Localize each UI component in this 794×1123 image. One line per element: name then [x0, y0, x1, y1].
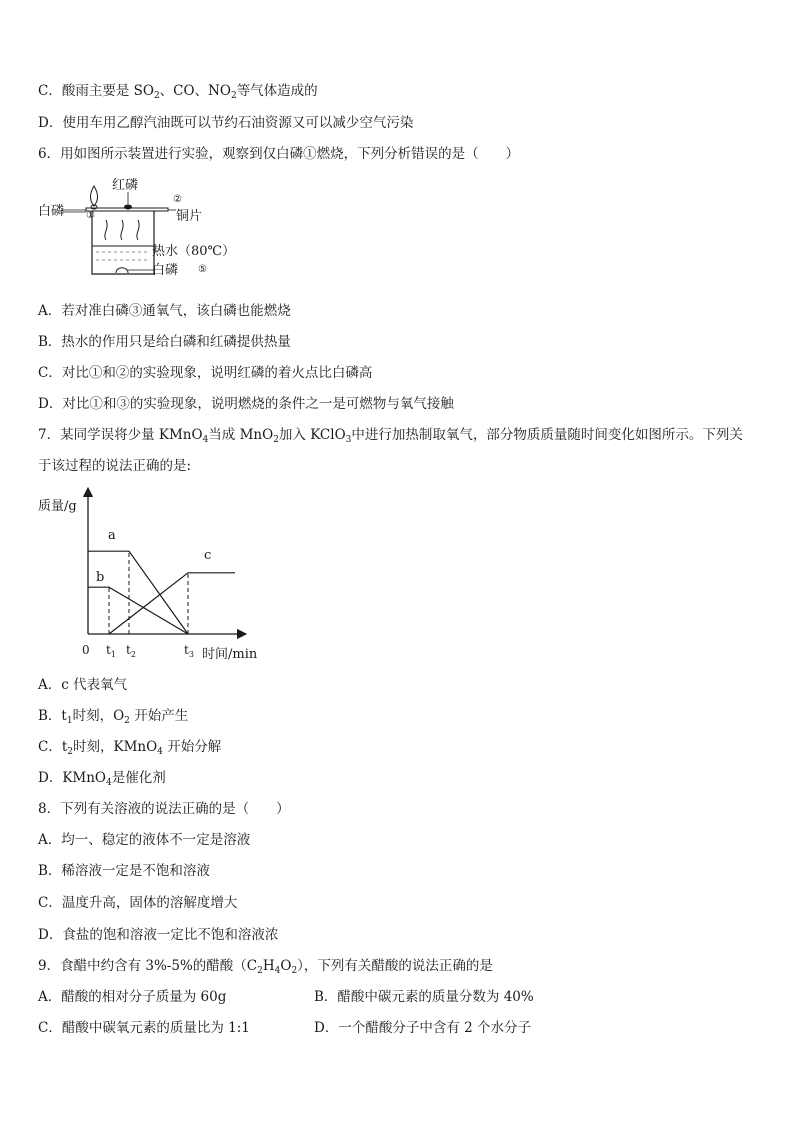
q5-option-d: D．使用车用乙醇汽油既可以节约石油资源又可以减少空气污染	[38, 115, 414, 131]
combustion-apparatus-figure	[36, 174, 246, 284]
flame-icon	[91, 186, 98, 206]
mass-time-chart	[30, 484, 270, 664]
label-copper: 铜片	[176, 209, 203, 224]
label-n2: ②	[173, 194, 182, 205]
q8-stem: 8．下列有关溶液的说法正确的是（ ）	[38, 801, 290, 817]
q7-option-b: B．$t_1$时刻，$O_2$ 开始产生	[38, 708, 189, 726]
x-axis-label: 时间/min	[202, 647, 258, 662]
x-tick-0: 0	[82, 643, 90, 657]
q7-option-c: C．$t_2$时刻，KMnO$_4$ 开始分解	[38, 739, 222, 757]
label-red-phosphorus: 红磷	[112, 178, 139, 193]
label-hot-water: 热水（80℃）	[152, 244, 236, 259]
q9-option-d: D．一个醋酸分子中含有 2 个水分子	[314, 1020, 531, 1036]
q6-option-a: A．若对准白磷③通氧气，该白磷也能燃烧	[38, 303, 291, 319]
series-a-line	[88, 551, 188, 634]
q6-option-b: B．热水的作用只是给白磷和红磷提供热量	[38, 334, 291, 350]
q7-stem-line1: 7．某同学误将少量 KMnO$_4$当成 MnO$_2$加入 KClO$_3$中进行加热制取氧气，部分物质质量随时间变化如图所示。下列关	[38, 427, 743, 445]
q9-stem: 9．食醋中约含有 3%-5%的醋酸$(C_2H_4O_2)$，下列有关醋酸的说法正确的是	[38, 958, 493, 976]
y-axis-label: 质量/g	[38, 499, 77, 514]
q6-option-c: C．对比①和②的实验现象，说明红磷的着火点比白磷高	[38, 365, 373, 381]
q8-option-b: B．稀溶液一定是不饱和溶液	[38, 863, 210, 879]
q7-option-a: A．c 代表氧气	[38, 677, 128, 693]
q8-option-d: D．食盐的饱和溶液一定比不饱和溶液浓	[38, 927, 279, 943]
x-tick-t2: $t_2$	[126, 643, 136, 659]
q6-option-d: D．对比①和③的实验现象，说明燃烧的条件之一是可燃物与氧气接触	[38, 396, 454, 412]
q6-stem: 6．用如图所示装置进行实验，观察到仅白磷①燃烧，下列分析错误的是（ ）	[38, 146, 520, 162]
x-tick-t1: $t_1$	[106, 643, 116, 659]
series-c-label: c	[204, 548, 212, 563]
q9-option-c: C．醋酸中碳氧元素的质量比为 1:1	[38, 1020, 250, 1036]
label-underwater-phosphorus: 白磷	[152, 263, 179, 278]
red-phosphorus	[124, 205, 132, 210]
label-n1: ①	[86, 210, 95, 221]
underwater-phosphorus	[116, 268, 128, 273]
q7-stem-line2: 于该过程的说法正确的是:	[38, 458, 192, 474]
q7-option-d: D．KMnO$_4$是催化剂	[38, 770, 166, 788]
q8-option-a: A．均一、稳定的液体不一定是溶液	[38, 832, 251, 848]
series-b-label: b	[96, 570, 105, 585]
series-a-label: a	[108, 528, 116, 543]
q9-option-a: A．醋酸的相对分子质量为 60g	[38, 989, 227, 1005]
series-b-line	[88, 587, 188, 634]
x-tick-t3: $t_3$	[184, 643, 194, 659]
label-white-phosphorus: 白磷	[38, 204, 65, 219]
q9-option-b: B．醋酸中碳元素的质量分数为 40%	[314, 989, 534, 1005]
beaker	[92, 211, 154, 274]
q5-option-c: C．酸雨主要是 $SO_2$、CO、$NO_2$等气体造成的	[38, 83, 318, 101]
label-n3: ⑤	[198, 264, 207, 275]
q8-option-c: C．温度升高，固体的溶解度增大	[38, 895, 238, 911]
